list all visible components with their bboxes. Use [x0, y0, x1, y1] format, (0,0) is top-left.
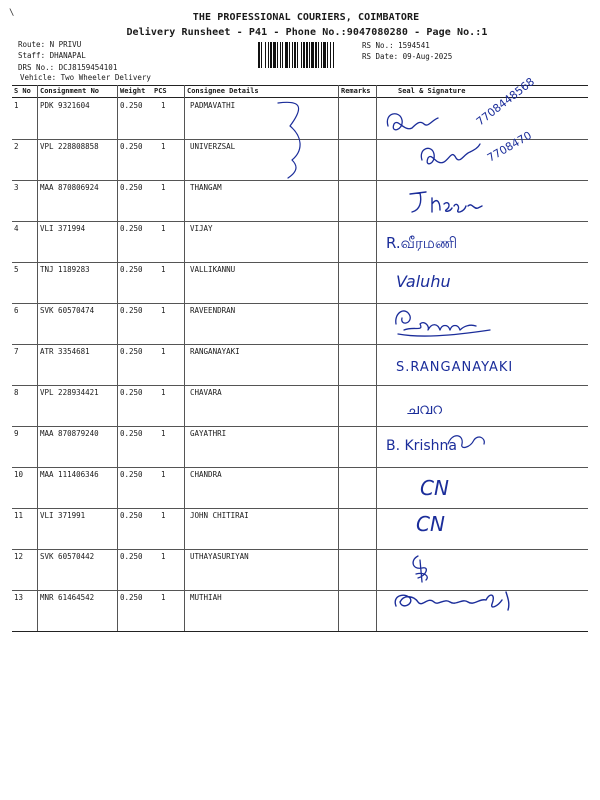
cell-consignee: CHANDRA	[190, 470, 222, 479]
cell-sno: 7	[14, 347, 19, 356]
signature-row-5: Valuhu	[396, 272, 451, 291]
header-seal-signature: Seal & Signature	[398, 87, 466, 95]
cell-consignment-no: TNJ 1189283	[40, 265, 90, 274]
cell-pcs: 1	[161, 470, 166, 479]
header-remarks: Remarks	[341, 87, 371, 95]
runsheet-title: Delivery Runsheet - P41 - Phone No.:9047080280 - Page No.:1	[126, 27, 488, 38]
cell-sno: 6	[14, 306, 19, 315]
signature-row-9	[386, 436, 484, 454]
signature-phone-row-1: 7708448568	[473, 75, 538, 129]
cell-sno: 4	[14, 224, 19, 233]
table-top-rule	[12, 85, 588, 86]
cell-consignee: UNIVERZSAL	[190, 142, 236, 151]
cell-consignment-no: MAA 870879240	[40, 429, 99, 438]
header-consignment: Consignment No	[40, 87, 100, 95]
cell-weight: 0.250	[120, 388, 143, 397]
cell-consignment-no: MNR 61464542	[40, 593, 95, 602]
header-sno: S No	[14, 87, 31, 95]
drs-number: DRS No.: DCJ8159454101	[18, 63, 118, 72]
header-consignee: Consignee Details	[187, 87, 259, 95]
cell-sno: 12	[14, 552, 24, 561]
cell-weight: 0.250	[120, 306, 143, 315]
cell-consignee: RANGANAYAKI	[190, 347, 240, 356]
cell-weight: 0.250	[120, 101, 143, 110]
signature-row-2	[421, 129, 534, 165]
cell-consignee: GAYATHRI	[190, 429, 227, 438]
signature-row-12	[413, 556, 427, 582]
signature-row-7: S.RANGANAYAKI	[396, 360, 514, 375]
vehicle-label: Vehicle: Two Wheeler Delivery	[20, 73, 151, 82]
table-bottom-rule	[12, 631, 588, 632]
cell-weight: 0.250	[120, 552, 143, 561]
cell-weight: 0.250	[120, 183, 143, 192]
cell-consignee: VALLIKANNU	[190, 265, 236, 274]
cell-consignee: UTHAYASURIYAN	[190, 552, 249, 561]
signature-row-4: R.வீரமணி	[386, 234, 458, 252]
cell-consignment-no: SVK 60570442	[40, 552, 95, 561]
cell-sno: 10	[14, 470, 24, 479]
cell-consignment-no: SVK 60570474	[40, 306, 95, 315]
cell-sno: 5	[14, 265, 19, 274]
signature-phone-row-2: 7708470	[485, 128, 534, 165]
cell-weight: 0.250	[120, 265, 143, 274]
cell-consignee: MUTHIAH	[190, 593, 222, 602]
cell-pcs: 1	[161, 183, 166, 192]
cell-pcs: 1	[161, 306, 166, 315]
signature-row-11: CN	[416, 512, 445, 536]
corner-mark: \	[9, 8, 15, 18]
cell-sno: 13	[14, 593, 24, 602]
cell-weight: 0.250	[120, 470, 143, 479]
cell-sno: 1	[14, 101, 19, 110]
signature-row-3	[410, 192, 482, 212]
cell-pcs: 1	[161, 142, 166, 151]
signature-row-8: ചവറ	[406, 400, 443, 418]
cell-pcs: 1	[161, 224, 166, 233]
cell-consignment-no: MAA 111406346	[40, 470, 99, 479]
cell-sno: 2	[14, 142, 19, 151]
cell-pcs: 1	[161, 347, 166, 356]
signature-row-1	[387, 75, 537, 130]
signature-row-6	[396, 311, 490, 336]
route-label: Route: N PRIVU	[18, 40, 82, 49]
cell-consignment-no: PDK 9321604	[40, 101, 90, 110]
company-name: THE PROFESSIONAL COURIERS, COIMBATORE	[192, 12, 420, 23]
cell-consignment-no: ATR 3354681	[40, 347, 90, 356]
cell-pcs: 1	[161, 552, 166, 561]
cell-weight: 0.250	[120, 593, 143, 602]
cell-consignee: PADMAVATHI	[190, 101, 236, 110]
cell-sno: 11	[14, 511, 24, 520]
cell-pcs: 1	[161, 593, 166, 602]
rs-date: RS Date: 09-Aug-2025	[362, 52, 453, 61]
cell-consignee: THANGAM	[190, 183, 222, 192]
cell-consignment-no: VPL 228934421	[40, 388, 99, 397]
cell-pcs: 1	[161, 101, 166, 110]
cell-consignment-no: MAA 870806924	[40, 183, 99, 192]
signature-row-10: CN	[420, 476, 449, 500]
cell-consignee: JOHN CHITIRAI	[190, 511, 249, 520]
header-weight: Weight	[120, 87, 146, 95]
cell-consignment-no: VLI 371994	[40, 224, 86, 233]
cell-sno: 8	[14, 388, 19, 397]
cell-pcs: 1	[161, 429, 166, 438]
signature-row-9-text: B. Krishna	[386, 438, 457, 454]
cell-consignment-no: VPL 228808858	[40, 142, 99, 151]
header-pcs: PCS	[154, 87, 167, 95]
cell-pcs: 1	[161, 265, 166, 274]
signature-row-13	[395, 592, 509, 610]
cell-pcs: 1	[161, 388, 166, 397]
cell-pcs: 1	[161, 511, 166, 520]
cell-consignee: CHAVARA	[190, 388, 222, 397]
cell-sno: 3	[14, 183, 19, 192]
barcode-icon	[258, 42, 358, 68]
rs-number: RS No.: 1594541	[362, 41, 430, 50]
bracket-mark	[278, 102, 300, 178]
cell-weight: 0.250	[120, 511, 143, 520]
cell-sno: 9	[14, 429, 19, 438]
cell-weight: 0.250	[120, 347, 143, 356]
cell-consignee: VIJAY	[190, 224, 213, 233]
cell-weight: 0.250	[120, 224, 143, 233]
cell-consignment-no: VLI 371991	[40, 511, 86, 520]
cell-weight: 0.250	[120, 142, 143, 151]
cell-weight: 0.250	[120, 429, 143, 438]
staff-label: Staff: DHANAPAL	[18, 51, 86, 60]
cell-consignee: RAVEENDRAN	[190, 306, 236, 315]
